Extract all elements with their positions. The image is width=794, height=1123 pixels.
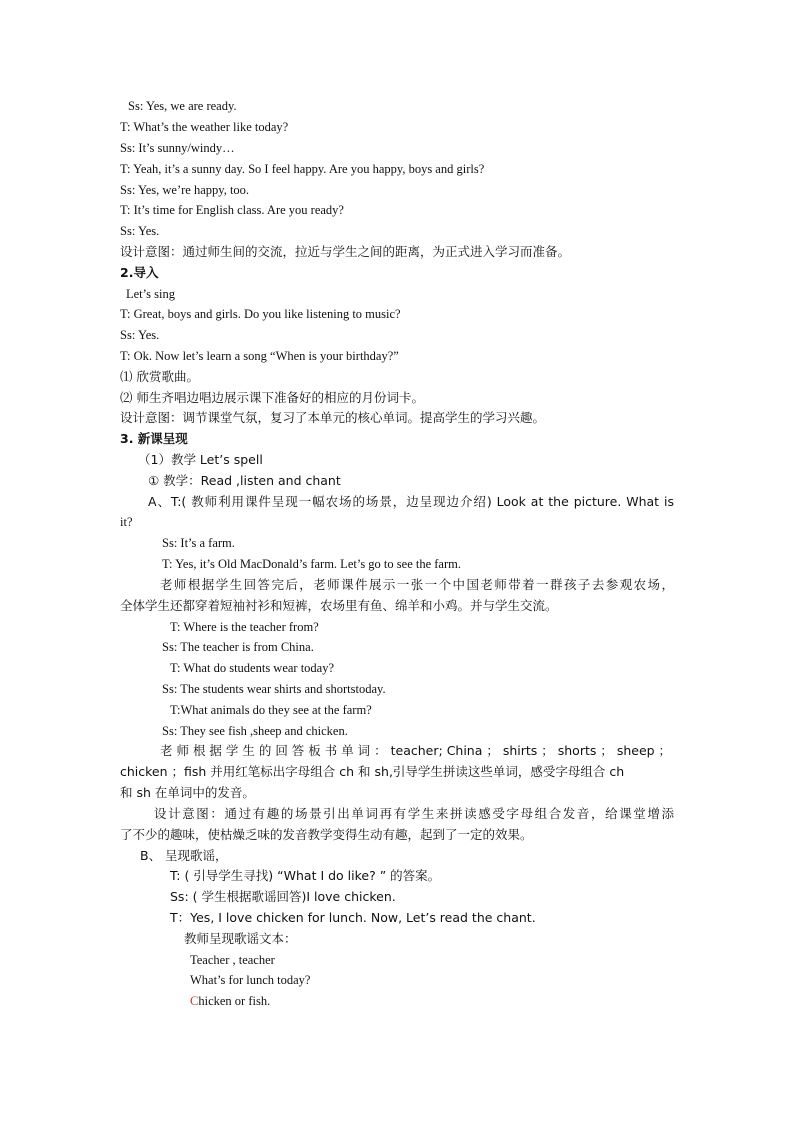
dialogue-line: T: Yeah, it’s a sunny day. So I feel happy. Are you happy, boys and girls? [120,162,485,176]
dialogue-line: Ss: Yes, we’re happy, too. [120,183,250,197]
dialogue-line: Ss: Yes. [120,328,160,342]
design-intent: 了不少的趣味，使枯燥乏味的发音教学变得生动有趣，起到了一定的效果。 [120,827,533,842]
subsection-heading: B、 呈现歌谣， [140,848,228,863]
chant-text: hicken or fish. [198,994,271,1008]
step-item: ⑵ 师生齐唱边唱边展示课下准备好的相应的月份词卡。 [120,390,424,405]
dialogue-line: T: Yes, it’s Old MacDonald’s farm. Let’s go to see the farm. [162,557,461,571]
paragraph-line: 老师根据学生回答完后，老师课件展示一张一个中国老师带着一群孩子去参观农场， [160,577,674,592]
dialogue-line: T: Great, boys and girls. Do you like listening to music? [120,307,401,321]
chant-line: What’s for lunch today? [190,973,311,987]
paragraph-line: 老 师 根 据 学 生 的 回 答 板 书 单 词 ： teacher; China ； shirts ； shorts ； sheep ； [160,743,672,758]
paragraph-line: 全体学生还都穿着短袖衬衫和短裤，农场里有鱼、绵羊和小鸡。并与学生交流。 [120,598,558,613]
chant-line: Teacher , teacher [190,953,275,967]
design-intent: 设计意图：通过师生间的交流，拉近与学生之间的距离，为正式进入学习而准备。 [120,244,571,259]
dialogue-line: T:What animals do they see at the farm? [170,703,372,717]
subsection-heading: （1）教学 Let’s spell [138,452,263,467]
paragraph-line: A、T:( 教师利用课件呈现一幅农场的场景，边呈现边介绍) Look at the picture. What is [148,494,674,509]
dialogue-line: T: Ok. Now let’s learn a song “When is your birthday?” [120,349,399,363]
design-intent: 设计意图：通过有趣的场景引出单词再有学生来拼读感受字母组合发音，给课堂增添 [154,806,674,821]
dialogue-line: Ss: It’s a farm. [162,536,235,550]
paragraph-line: 和 sh 在单词中的发音。 [120,785,255,800]
dialogue-line: Ss: Yes. [120,224,160,238]
dialogue-line: Ss: They see fish ,sheep and chicken. [162,724,348,738]
dialogue-line: T: Where is the teacher from? [170,620,319,634]
section-heading: 2.导入 [120,265,159,280]
dialogue-line: T: It’s time for English class. Are you ready? [120,203,344,217]
dialogue-line: Ss: The teacher is from China. [162,640,314,654]
subsection-step: ① 教学：Read ,listen and chant [148,473,341,488]
section-heading: 3. 新课呈现 [120,431,188,446]
chant-intro: 教师呈现歌谣文本： [184,931,297,946]
dialogue-line: T: What do students wear today? [170,661,335,675]
dialogue-line: T: What’s the weather like today? [120,120,289,134]
highlighted-letter: C [190,994,199,1008]
dialogue-line: T：Yes, I love chicken for lunch. Now, Let’s read the chant. [170,910,536,925]
dialogue-line: Ss: The students wear shirts and shortstoday. [162,682,386,696]
paragraph-line: it? [120,515,133,529]
design-intent: 设计意图：调节课堂气氛，复习了本单元的核心单词。提高学生的学习兴趣。 [120,410,546,425]
dialogue-line: Ss: It’s sunny/windy… [120,141,235,155]
dialogue-line: Ss: ( 学生根据歌谣回答)I love chicken. [170,889,396,904]
activity-title: Let’s sing [126,287,175,301]
paragraph-line: chicken ；fish 并用红笔标出字母组合 ch 和 sh,引导学生拼读这些单词，感受字母组合 ch [120,764,625,779]
dialogue-line: Ss: Yes, we are ready. [128,99,237,113]
dialogue-line: T: ( 引导学生寻找) “What I do like? ” 的答案。 [170,868,441,883]
chant-line [190,991,750,1011]
step-item: ⑴ 欣赏歌曲。 [120,369,199,384]
